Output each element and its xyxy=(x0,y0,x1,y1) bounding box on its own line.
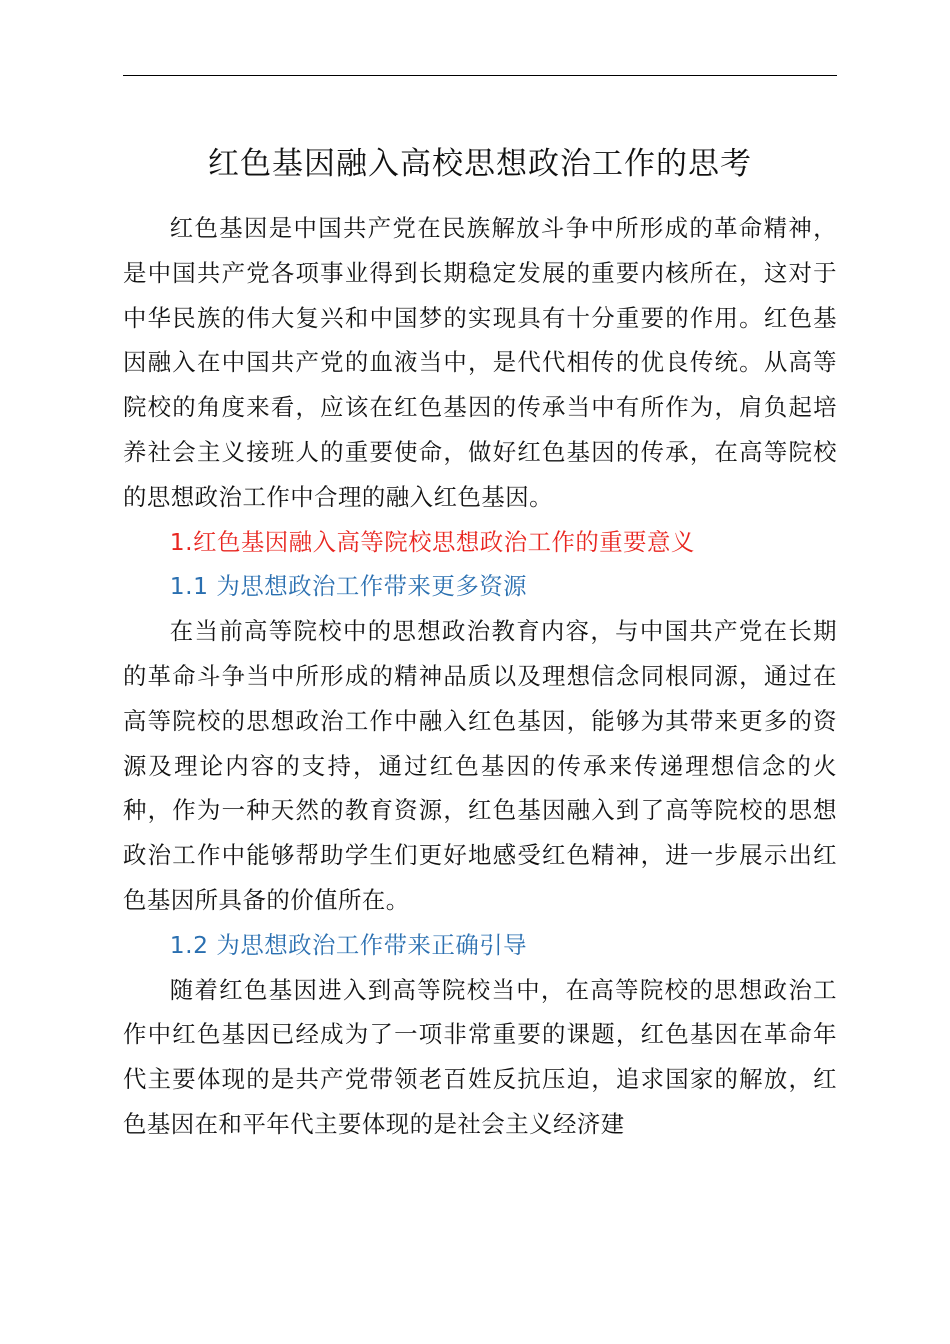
header-rule xyxy=(123,75,837,76)
subsection-1-1-heading: 1.1 为思想政治工作带来更多资源 xyxy=(169,572,528,601)
subsection-1-2-paragraph: 随着红色基因进入到高等院校当中，在高等院校的思想政治工作中红色基因已经成为了一项非常重要的课题，红色基因在革命年代主要体现的是共产党带领老百姓反抗压迫，追求国家的解放，红色基因在和平年代主要体现的是社会主义经济建 xyxy=(123,975,837,1138)
subsection-1-1-paragraph: 在当前高等院校中的思想政治教育内容，与中国共产党在长期的革命斗争当中所形成的精神品质以及理想信念同根同源，通过在高等院校的思想政治工作中融入红色基因，能够为其带来更多的资源及理论内容的支持，通过红色基因的传承来传递理想信念的火种，作为一种天然的教育资源，红色基因融入到了高等院校的思想政治工作中能够帮助学生们更好地感受红色精神，进一步展示出红色基因所具备的价值所在。 xyxy=(123,617,837,914)
document-page xyxy=(123,140,837,1147)
section-1-heading: 1.红色基因融入高等院校思想政治工作的重要意义 xyxy=(169,527,695,556)
intro-paragraph: 红色基因是中国共产党在民族解放斗争中所形成的革命精神，是中国共产党各项事业得到长期稳定发展的重要内核所在，这对于中华民族的伟大复兴和中国梦的实现具有十分重要的作用。红色基因融入在中国共产党的血液当中，是代代相传的优良传统。从高等院校的角度来看，应该在红色基因的传承当中有所作为，肩负起培养社会主义接班人的重要使命，做好红色基因的传承，在高等院校的思想政治工作中合理的融入红色基因。 xyxy=(123,214,837,511)
subsection-1-2-heading: 1.2 为思想政治工作带来正确引导 xyxy=(169,930,528,959)
document-title: 红色基因融入高校思想政治工作的思考 xyxy=(208,146,752,182)
